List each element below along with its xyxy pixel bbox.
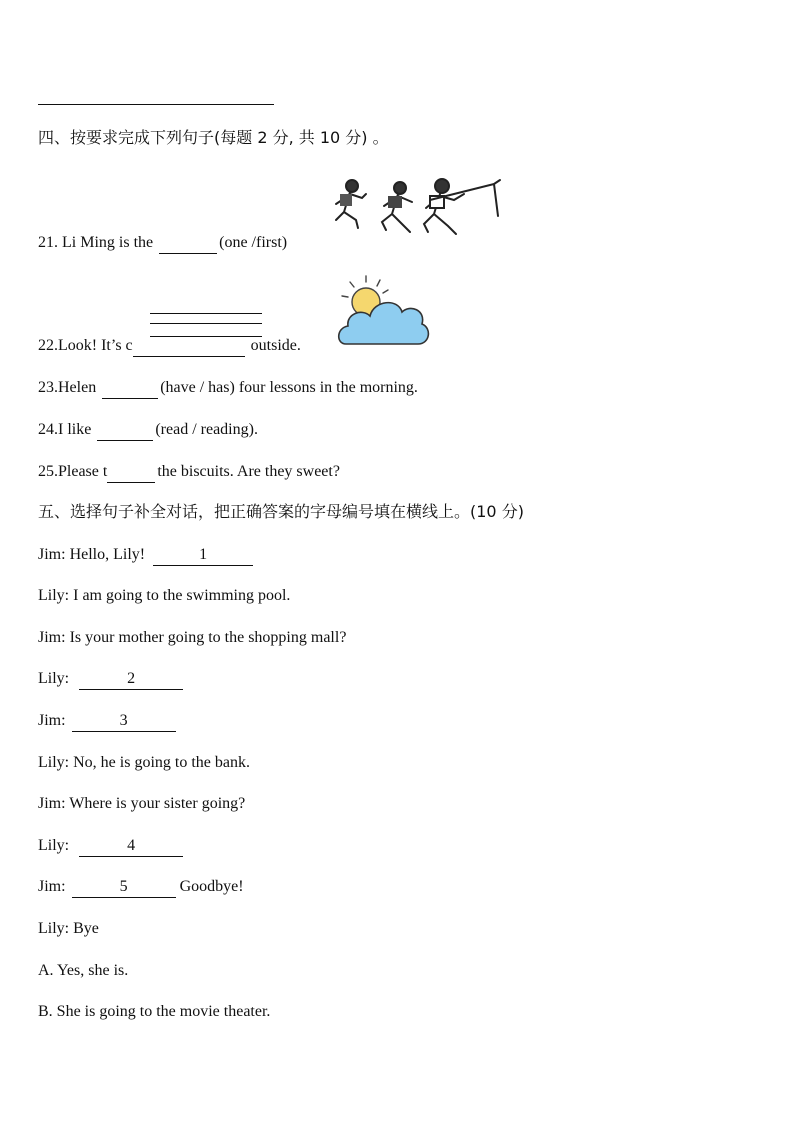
- speaker-label: Jim:: [38, 546, 66, 563]
- dialogue-text: Goodbye!: [179, 878, 244, 895]
- dialogue-text: I am going to the swimming pool.: [73, 587, 291, 604]
- dialogue-text: Is your mother going to the shopping mall?: [69, 629, 347, 646]
- speaker-label: Jim:: [38, 795, 66, 812]
- q24-tail: (read / reading).: [155, 421, 258, 438]
- speaker-label: Jim:: [38, 878, 66, 895]
- dialogue-line-1: [38, 545, 253, 566]
- section-5-heading: 五、选择句子补全对话，把正确答案的字母编号填在横线上。(10 分): [38, 502, 524, 521]
- speaker-label: Lily:: [38, 754, 70, 771]
- q21-answer-blank[interactable]: [159, 233, 217, 254]
- question-21: [38, 233, 287, 254]
- dialogue-line-6: [38, 753, 250, 773]
- dialogue-line-2: [38, 586, 290, 606]
- q23-text: 23.Helen: [38, 379, 97, 396]
- q25-answer-blank[interactable]: [107, 462, 155, 483]
- question-22: [38, 336, 301, 357]
- q22-guide-line-2: [150, 323, 262, 324]
- speaker-label: Lily:: [38, 837, 70, 854]
- dialogue-blank-4[interactable]: 4: [79, 836, 183, 857]
- dialogue-line-10: [38, 919, 99, 939]
- speaker-label: Lily:: [38, 920, 70, 937]
- dialogue-text: Bye: [73, 920, 99, 937]
- q24-answer-blank[interactable]: [97, 420, 153, 441]
- question-24: [38, 420, 258, 441]
- speaker-label: Lily:: [38, 670, 70, 687]
- dialogue-line-9: [38, 877, 244, 898]
- dialogue-line-4: [38, 669, 183, 690]
- option-b: B. She is going to the movie theater.: [38, 1003, 271, 1020]
- top-answer-line: [38, 104, 274, 105]
- q22-guide-line-1: [150, 313, 262, 314]
- q22-answer-blank[interactable]: [133, 336, 245, 357]
- dialogue-blank-1[interactable]: 1: [153, 545, 253, 566]
- dialogue-text: No, he is going to the bank.: [73, 754, 250, 771]
- q22-tail: outside.: [250, 337, 301, 354]
- speaker-label: Jim:: [38, 629, 66, 646]
- dialogue-line-5: [38, 711, 176, 732]
- q25-text: 25.Please t: [38, 463, 108, 480]
- q21-hint: (one /first): [219, 234, 288, 251]
- dialogue-line-7: [38, 794, 245, 814]
- dialogue-text: Hello, Lily!: [69, 546, 146, 563]
- question-23: [38, 378, 418, 399]
- question-25: [38, 462, 340, 483]
- dialogue-blank-5[interactable]: 5: [72, 877, 176, 898]
- dialogue-line-8: [38, 836, 183, 857]
- q23-tail: (have / has) four lessons in the morning.: [160, 379, 418, 396]
- section-4-heading: 四、按要求完成下列句子(每题 2 分, 共 10 分) 。: [38, 128, 389, 147]
- dialogue-text: Where is your sister going?: [69, 795, 246, 812]
- option-a: A. Yes, she is.: [38, 962, 129, 979]
- q24-text: 24.I like: [38, 421, 92, 438]
- q23-answer-blank[interactable]: [102, 378, 158, 399]
- q25-tail: the biscuits. Are they sweet?: [157, 463, 340, 480]
- dialogue-line-3: [38, 628, 346, 648]
- dialogue-blank-2[interactable]: 2: [79, 669, 183, 690]
- speaker-label: Lily:: [38, 587, 70, 604]
- q22-text: 22.Look! It’s c: [38, 337, 133, 354]
- dialogue-blank-3[interactable]: 3: [72, 711, 176, 732]
- speaker-label: Jim:: [38, 712, 66, 729]
- running-race-icon: [330, 176, 504, 246]
- q21-text: 21. Li Ming is the: [38, 234, 154, 251]
- sun-behind-cloud-icon: [336, 272, 432, 350]
